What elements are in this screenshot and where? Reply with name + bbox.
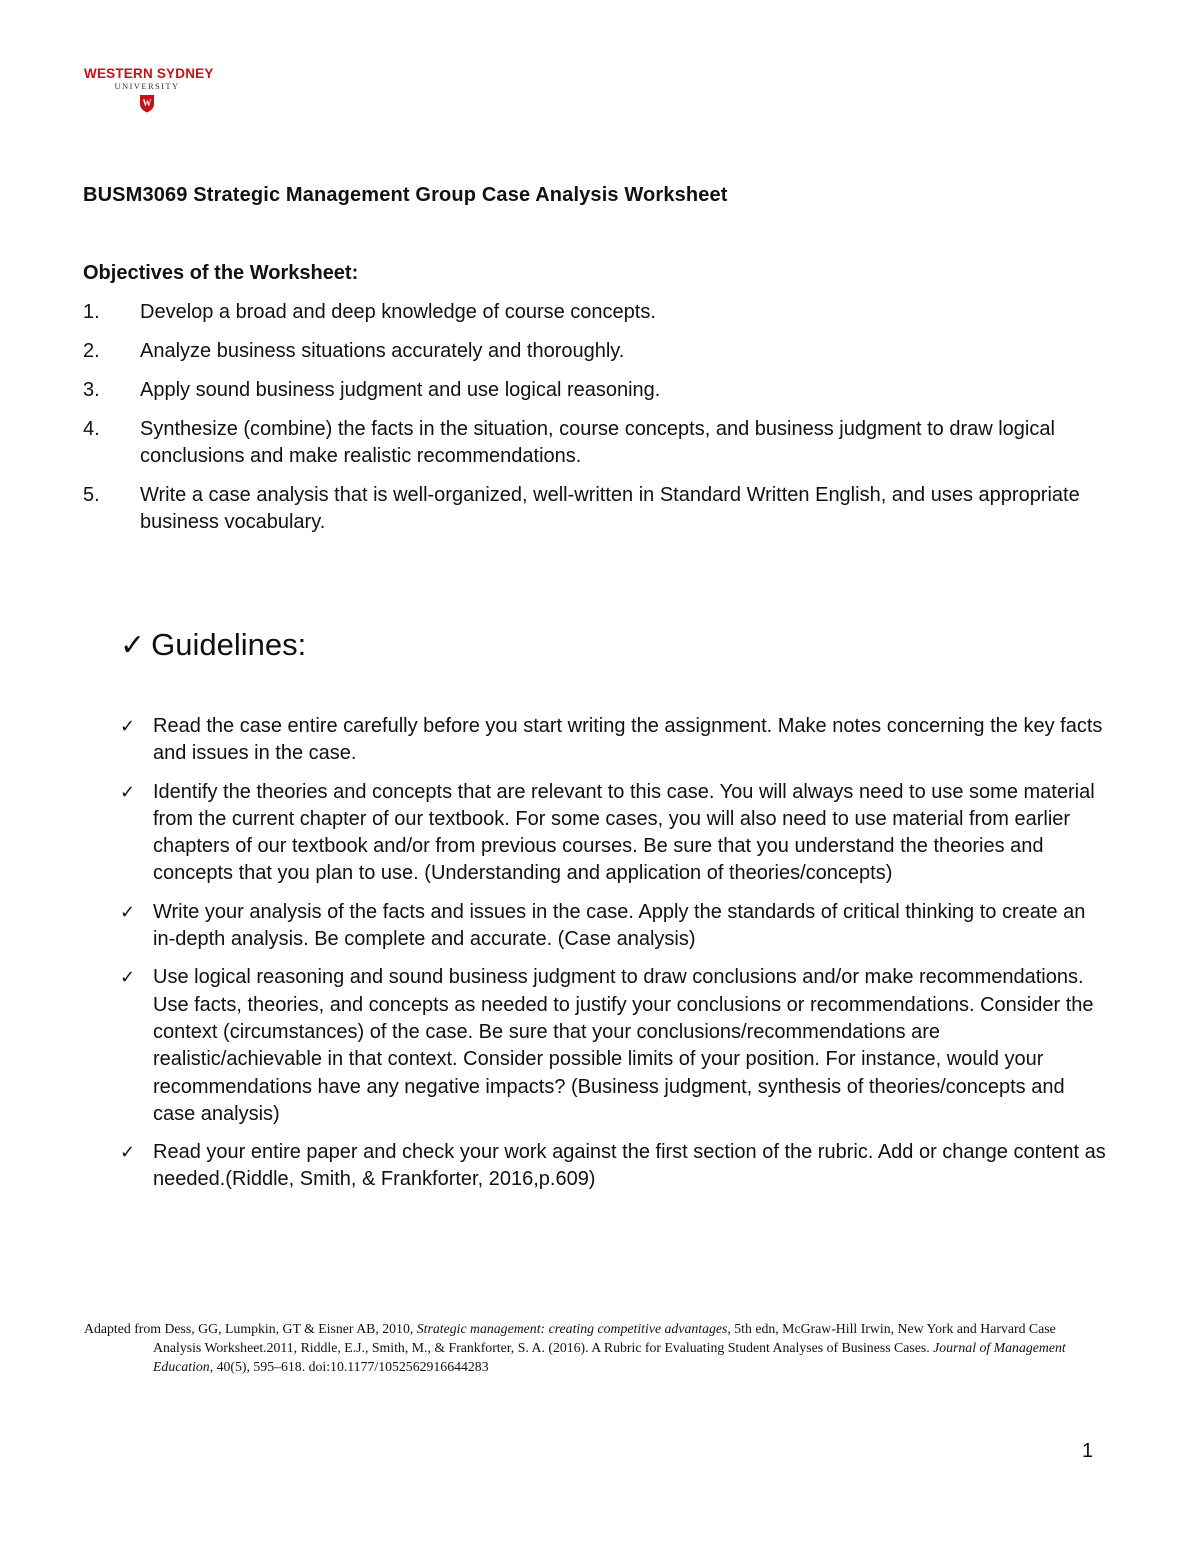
item-text: Write a case analysis that is well-organized, well-written in Standard Written English, and uses appropriate business vocabulary. <box>140 484 1080 533</box>
item-text: Apply sound business judgment and use logical reasoning. <box>140 379 661 401</box>
reference-entry <box>84 1319 1104 1376</box>
list-item <box>120 713 1110 768</box>
guidelines-heading <box>120 627 306 663</box>
reference-text: , 40(5), 595–618. doi:10.1177/1052562916644283 <box>209 1359 489 1374</box>
item-text: Write your analysis of the facts and issues in the case. Apply the standards of critical thinking to create an in-depth analysis. Be complete and accurate. (Case analysis) <box>153 900 1086 951</box>
list-item <box>83 338 1158 365</box>
page-number: 1 <box>1082 1440 1094 1462</box>
item-text: Develop a broad and deep knowledge of course concepts. <box>140 301 656 323</box>
checkmark-icon: ✓ <box>120 967 136 988</box>
crest-letter: W <box>142 98 152 108</box>
guidelines-list <box>120 713 1110 1205</box>
university-logo <box>84 66 214 113</box>
checkmark-icon: ✓ <box>120 781 136 802</box>
reference-book-title: Strategic management: creating competitive advantages <box>416 1321 728 1336</box>
list-item <box>120 899 1110 954</box>
list-item <box>83 482 1158 536</box>
item-text: Read your entire paper and check your work against the first section of the rubric. Add or change content as needed.(Riddle, Smith, & Frankforter, 2016,p.609) <box>153 1141 1106 1191</box>
item-number: 2. <box>83 340 100 362</box>
objectives-heading: Objectives of the Worksheet: <box>83 262 359 284</box>
item-text: Synthesize (combine) the facts in the situation, course concepts, and business judgment to draw logical conclusions and make realistic recommendations. <box>140 418 1055 467</box>
logo-sub: UNIVERSITY <box>114 81 180 91</box>
references-footnote <box>84 1319 1104 1376</box>
objectives-list <box>83 299 1158 548</box>
item-number: 4. <box>83 418 100 440</box>
reference-text: Adapted from Dess, GG, Lumpkin, GT & Eisner AB, 2010, <box>84 1321 417 1336</box>
reference-journal-title: Journal of Management Education <box>153 1340 1066 1374</box>
checkmark-icon: ✓ <box>120 1142 136 1163</box>
document-title: BUSM3069 Strategic Management Group Case Analysis Worksheet <box>83 184 728 206</box>
list-item <box>83 416 1158 470</box>
checkmark-icon: ✓ <box>120 901 136 922</box>
item-number: 5. <box>83 484 100 506</box>
list-item <box>120 779 1110 888</box>
item-text: Analyze business situations accurately and thoroughly. <box>140 340 625 362</box>
list-item <box>83 299 1158 326</box>
item-text: Identify the theories and concepts that are relevant to this case. You will always need to use some material from the current chapter of our textbook. For some cases, you will also need to use material from earlier chapters of our textbook and/or from previous courses. Be sure that you understand the theories and concepts that you plan to use. (Understanding and application of theories/concepts) <box>153 780 1095 885</box>
checkmark-icon: ✓ <box>120 628 146 662</box>
list-item <box>83 377 1158 404</box>
checkmark-icon: ✓ <box>120 716 136 736</box>
item-text: Read the case entire carefully before you start writing the assignment. Make notes concerning the key facts and issues in the case. <box>153 715 1103 765</box>
item-number: 1. <box>83 301 100 323</box>
logo-name: WESTERN SYDNEY <box>84 66 214 81</box>
item-text: Use logical reasoning and sound business judgment to draw conclusions and/or make recommendations. Use facts, theories, and concepts as needed to justify your conclusions or recommendations. Consider the context (circumstances) of the case. Be sure that your conclusions/recommendations are realistic/achievable in that context. Consider possible limits of your position. For instance, would your recommendations have any negative impacts? (Business judgment, synthesis of theories/concepts and case analysis) <box>153 966 1094 1125</box>
list-item <box>120 964 1110 1128</box>
item-number: 3. <box>83 379 100 401</box>
crest-icon <box>139 94 155 113</box>
list-item <box>120 1139 1110 1194</box>
reference-text: , 5th edn, McGraw-Hill Irwin, New York and Harvard Case Analysis Worksheet.2011, Riddle, E.J., Smith, M., & Frankforter, S. A. (2016). A Rubric for Evaluating Student Analyses of Business Cases. <box>153 1321 1056 1355</box>
guidelines-heading-text: Guidelines: <box>151 627 307 662</box>
